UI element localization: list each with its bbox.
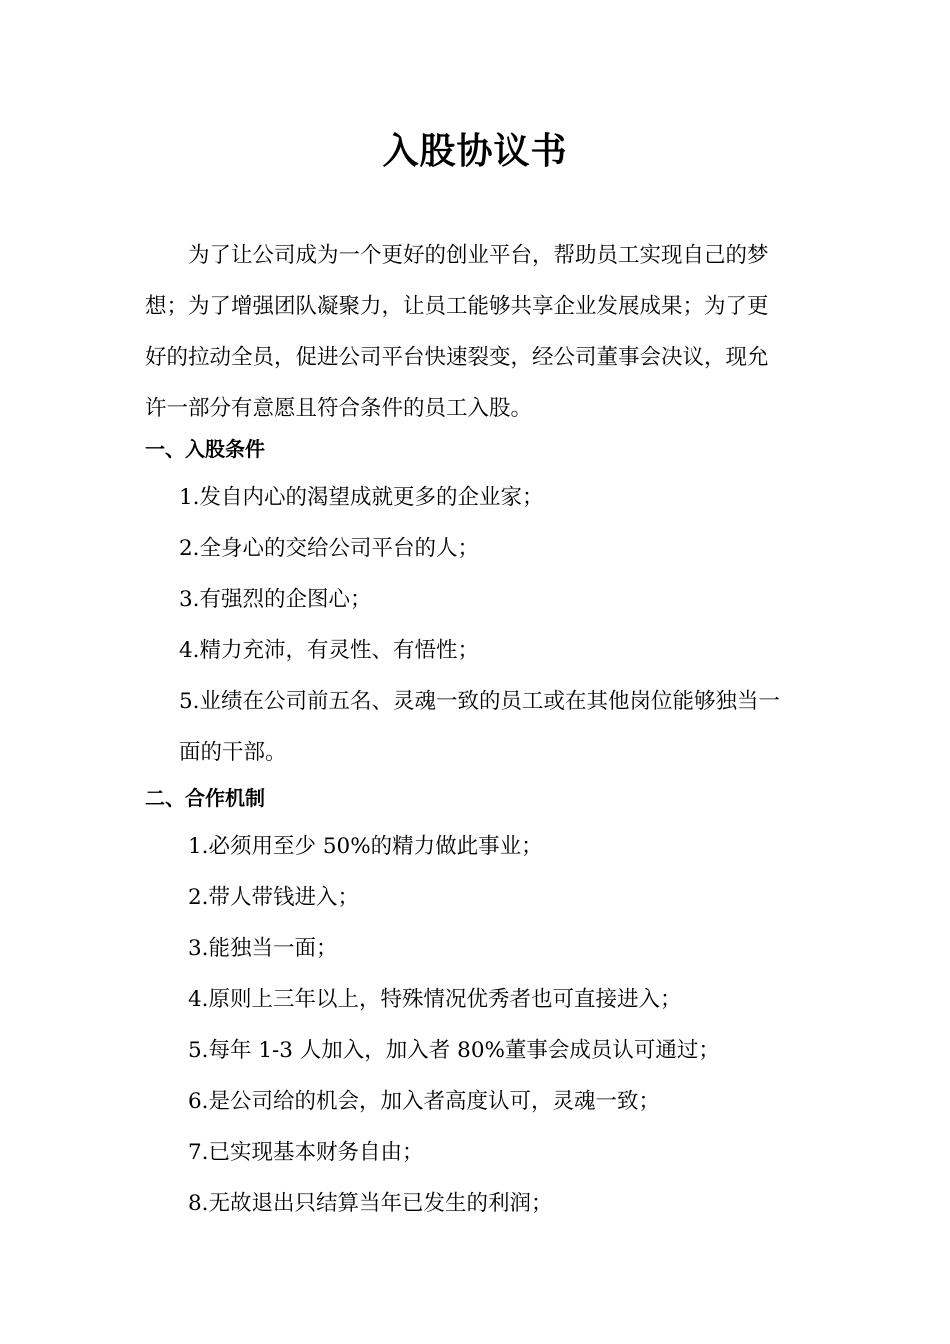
intro-line: 为了让公司成为一个更好的创业平台，帮助员工实现自己的梦 xyxy=(188,243,769,268)
list-item: 面的干部。 xyxy=(179,740,287,765)
intro-paragraph xyxy=(145,230,807,434)
list-item: 5.业绩在公司前五名、灵魂一致的员工或在其他岗位能够独当一 xyxy=(179,689,781,714)
list-item: 4.精力充沛，有灵性、有悟性； xyxy=(179,638,480,663)
document-title: 入股协议书 xyxy=(382,131,568,172)
list-item: 2.全身心的交给公司平台的人； xyxy=(179,536,480,561)
list-item: 7.已实现基本财务自由； xyxy=(188,1140,424,1165)
list-item: 5.每年 1-3 人加入，加入者 80%董事会成员认可通过； xyxy=(188,1038,720,1063)
list-item: 6.是公司给的机会，加入者高度认可，灵魂一致； xyxy=(188,1089,661,1114)
list-item: 4.原则上三年以上，特殊情况优秀者也可直接进入； xyxy=(188,987,682,1012)
list-item: 3.有强烈的企图心； xyxy=(179,587,372,612)
mechanism-list xyxy=(188,821,828,1229)
conditions-list xyxy=(179,472,819,778)
section-heading-mechanism: 二、合作机制 xyxy=(145,786,265,810)
intro-line: 好的拉动全员，促进公司平台快速裂变，经公司董事会决议，现允 xyxy=(145,345,769,370)
list-item: 1.发自内心的渴望成就更多的企业家； xyxy=(179,485,544,510)
intro-line: 想；为了增强团队凝聚力，让员工能够共享企业发展成果；为了更 xyxy=(145,294,769,319)
list-item: 2.带人带钱进入； xyxy=(188,885,360,910)
intro-line: 许一部分有意愿且符合条件的员工入股。 xyxy=(145,396,533,421)
list-item: 8.无故退出只结算当年已发生的利润； xyxy=(188,1191,553,1216)
list-item: 1.必须用至少 50%的精力做此事业； xyxy=(188,834,543,859)
list-item: 3.能独当一面； xyxy=(188,936,338,961)
section-heading-conditions: 一、入股条件 xyxy=(145,437,265,461)
